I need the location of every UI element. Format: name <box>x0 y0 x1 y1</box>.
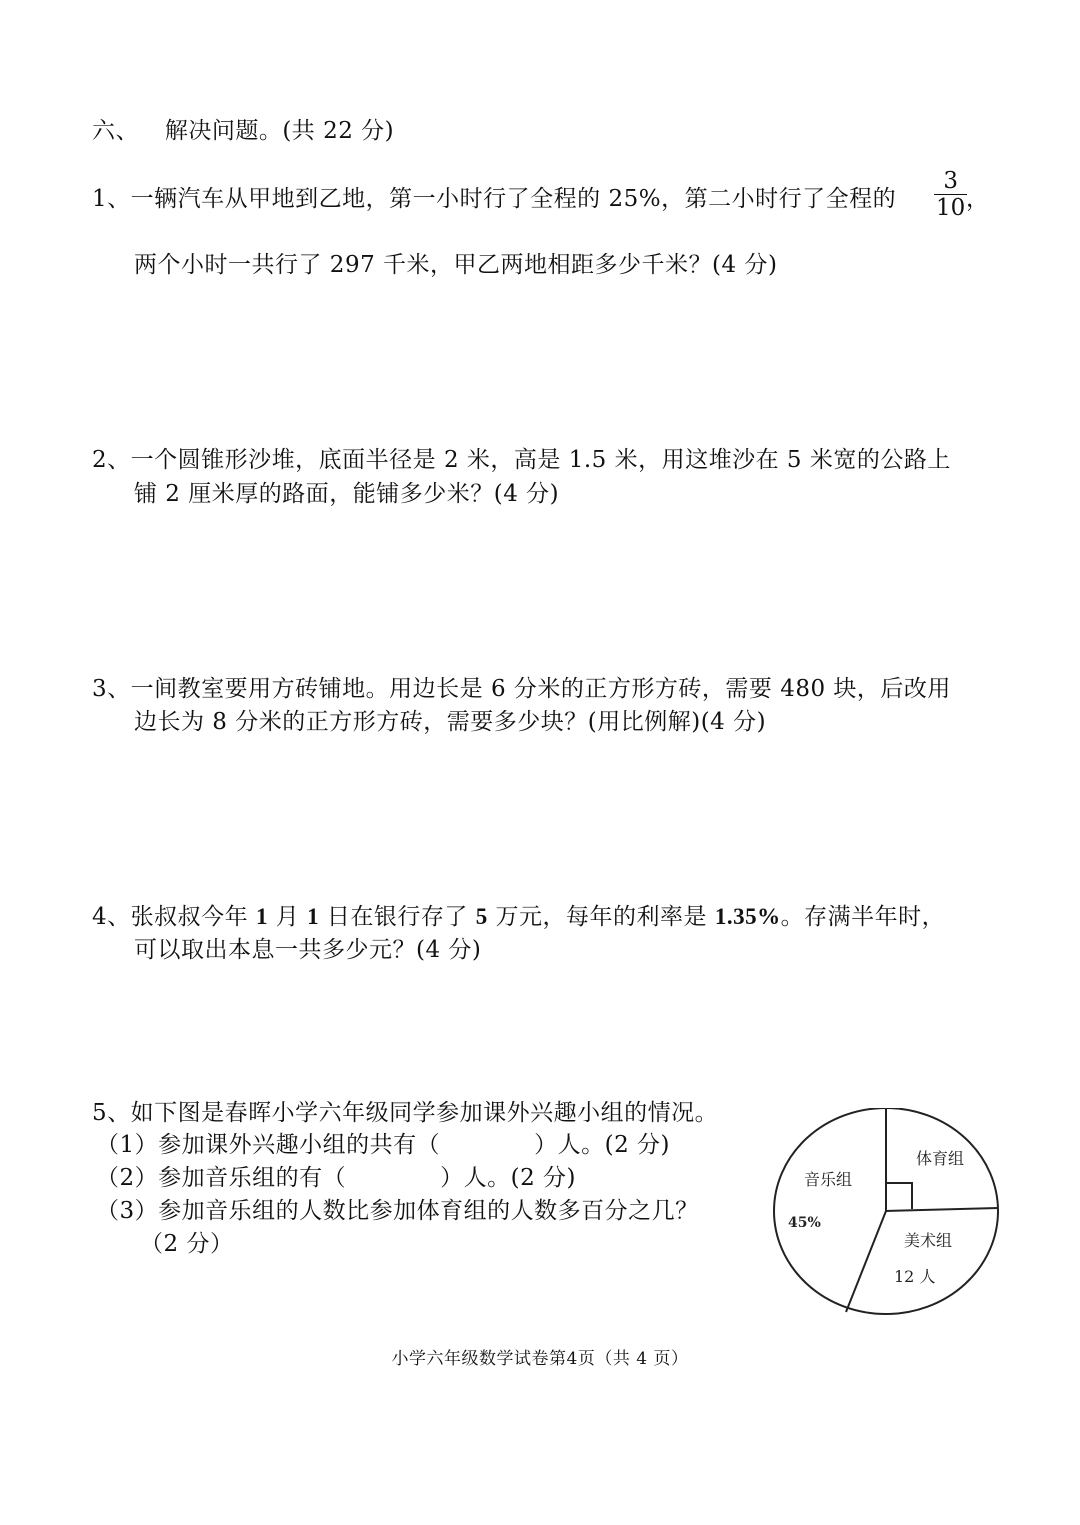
page-footer: 小学六年级数学试卷第4页（共 4 页） <box>391 1349 689 1369</box>
section-heading <box>92 116 394 146</box>
pie-divider-art-music <box>846 1211 886 1312</box>
art-group-label: 美术组 <box>904 1231 953 1250</box>
q1-fraction <box>934 168 967 221</box>
question-1-line-2: 两个小时一共行了 297 千米，甲乙两地相距多少千米？(4 分) <box>134 252 778 278</box>
q4-text-b: 月 <box>267 904 308 930</box>
q4-month: 1 <box>255 904 268 929</box>
question-4-line-2: 可以取出本息一共多少元？(4 分) <box>134 937 482 963</box>
question-4-line-1 <box>92 902 945 932</box>
question-2-line-1: 2、一个圆锥形沙堆，底面半径是 2 米，高是 1.5 米，用这堆沙在 5 米宽的公路上 <box>92 447 951 473</box>
question-5-sub-3: （3）参加音乐组的人数比参加体育组的人数多百分之几？ <box>96 1198 699 1224</box>
interest-group-pie-chart <box>770 1108 1006 1320</box>
music-group-percent: 45% <box>788 1215 821 1231</box>
question-1-line-1 <box>92 184 896 214</box>
q4-text-d: 万元，每年的利率是 <box>487 904 715 930</box>
comma: ， <box>966 186 990 212</box>
q1-text: 1、一辆汽车从甲地到乙地，第一小时行了全程的 25%，第二小时行了全程的 <box>92 186 897 212</box>
sports-group-label: 体育组 <box>916 1149 965 1168</box>
fraction-numerator: 3 <box>943 168 958 194</box>
q4-text-a: 4、张叔叔今年 <box>92 904 256 930</box>
question-5-sub-3-score: （2 分） <box>140 1231 234 1257</box>
q4-text-c: 日在银行存了 <box>319 904 476 930</box>
q4-amount: 5 <box>475 904 488 929</box>
question-5-sub-2: （2）参加音乐组的有（ ）人。(2 分) <box>96 1165 577 1191</box>
fraction-denominator: 10 <box>936 195 966 221</box>
right-angle-marker <box>886 1183 912 1209</box>
pie-divider-sports-art <box>886 1208 998 1211</box>
art-group-count: 12 人 <box>894 1267 936 1286</box>
q4-day: 1 <box>307 904 320 929</box>
q4-text-e: 。存满半年时， <box>780 904 946 930</box>
section-title: 解决问题。(共 22 分) <box>164 118 395 144</box>
q4-rate: 1.35% <box>714 904 781 929</box>
question-2-line-2: 铺 2 厘米厚的路面，能铺多少米？(4 分) <box>134 481 560 507</box>
section-number: 六、 <box>92 118 139 144</box>
question-5-intro: 5、如下图是春晖小学六年级同学参加课外兴趣小组的情况。 <box>92 1100 719 1126</box>
question-5-sub-1: （1）参加课外兴趣小组的共有（ ）人。(2 分) <box>96 1132 671 1158</box>
music-group-label: 音乐组 <box>804 1170 853 1189</box>
question-3-line-1: 3、一间教室要用方砖铺地。用边长是 6 分米的正方形方砖，需要 480 块，后改用 <box>92 676 951 702</box>
question-3-line-2: 边长为 8 分米的正方形方砖，需要多少块？(用比例解)(4 分) <box>134 709 767 735</box>
q1-trailing-comma <box>966 184 990 214</box>
